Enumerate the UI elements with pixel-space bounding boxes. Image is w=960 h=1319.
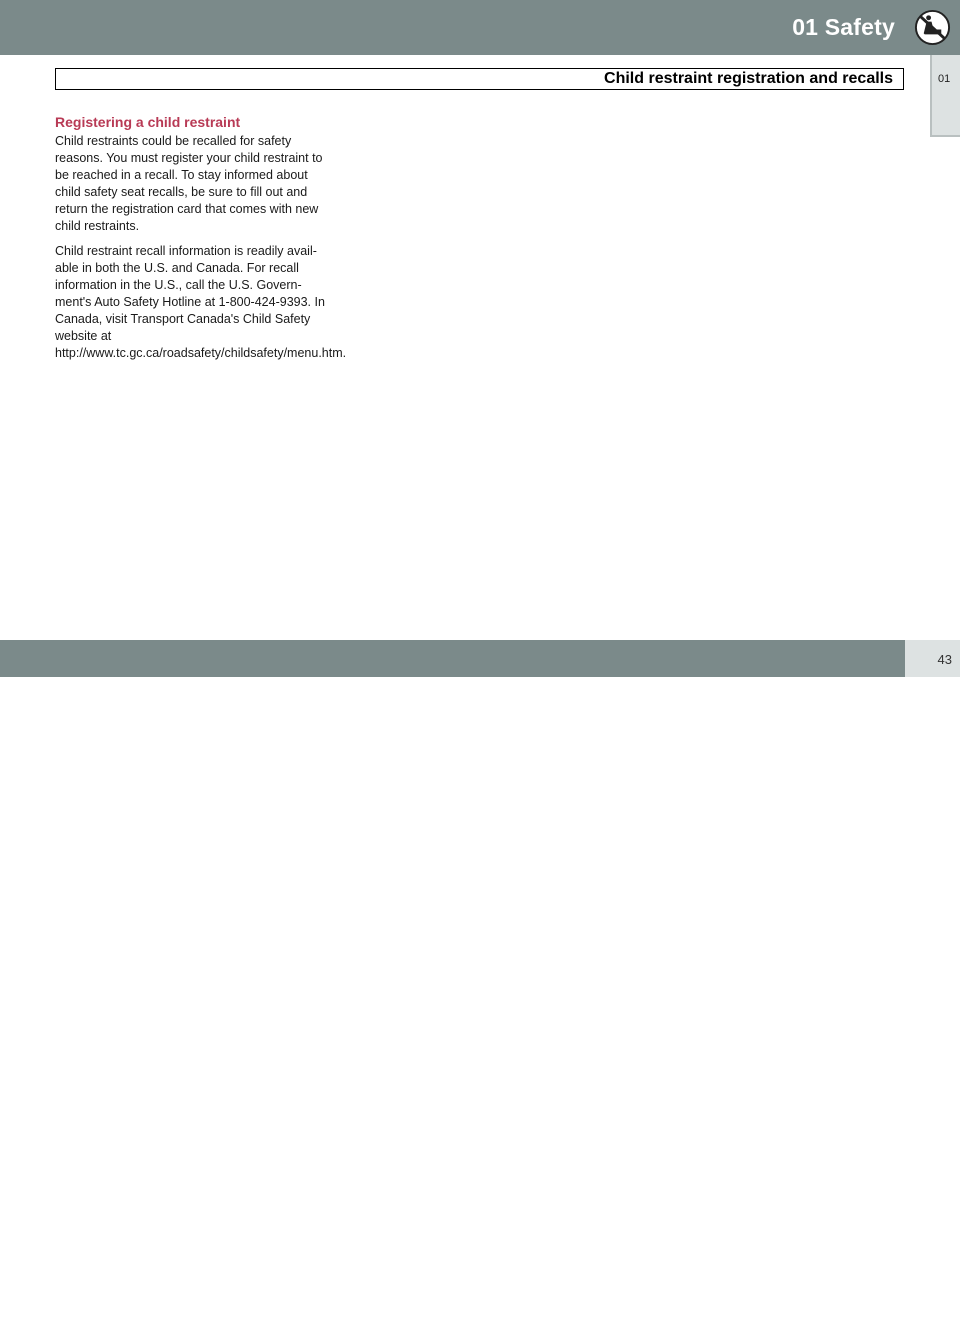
main-content — [55, 114, 347, 370]
watermark: carmanualsonline.info — [560, 1288, 824, 1318]
bottom-bar — [0, 640, 905, 1318]
no-child-seat-icon — [913, 8, 952, 47]
paragraph-registration: Child restraints could be recalled for safety reasons. You must register your child restraint to be reached in a recall. To stay informed about child safety seat recalls, be sure to fill out and return the registration card that comes with new child restraints. — [55, 134, 323, 233]
chapter-side-tab[interactable] — [930, 55, 960, 137]
chapter-icon-box — [905, 0, 960, 55]
page-number-box — [905, 640, 960, 677]
paragraph-recall-info: Child restraint recall information is readily avail-able in both the U.S. and Canada. For recall information in the U.S., call the U.S. Govern-ment's Auto Safety Hotline at 1-800-424-9393. In Canada, visit Transport Canada's Child Safety website at http://www.tc.gc.ca/roadsafety/childsafety/menu.htm. — [55, 244, 347, 360]
page-number: 43 — [937, 652, 952, 667]
section-title: Child restraint registration and recalls — [604, 70, 893, 87]
chapter-title: 01 Safety — [792, 14, 895, 40]
subheading: Registering a child restraint — [55, 114, 241, 130]
section-header — [55, 68, 904, 90]
top-bar — [0, 0, 905, 55]
side-tab-label: 01 — [938, 73, 951, 85]
